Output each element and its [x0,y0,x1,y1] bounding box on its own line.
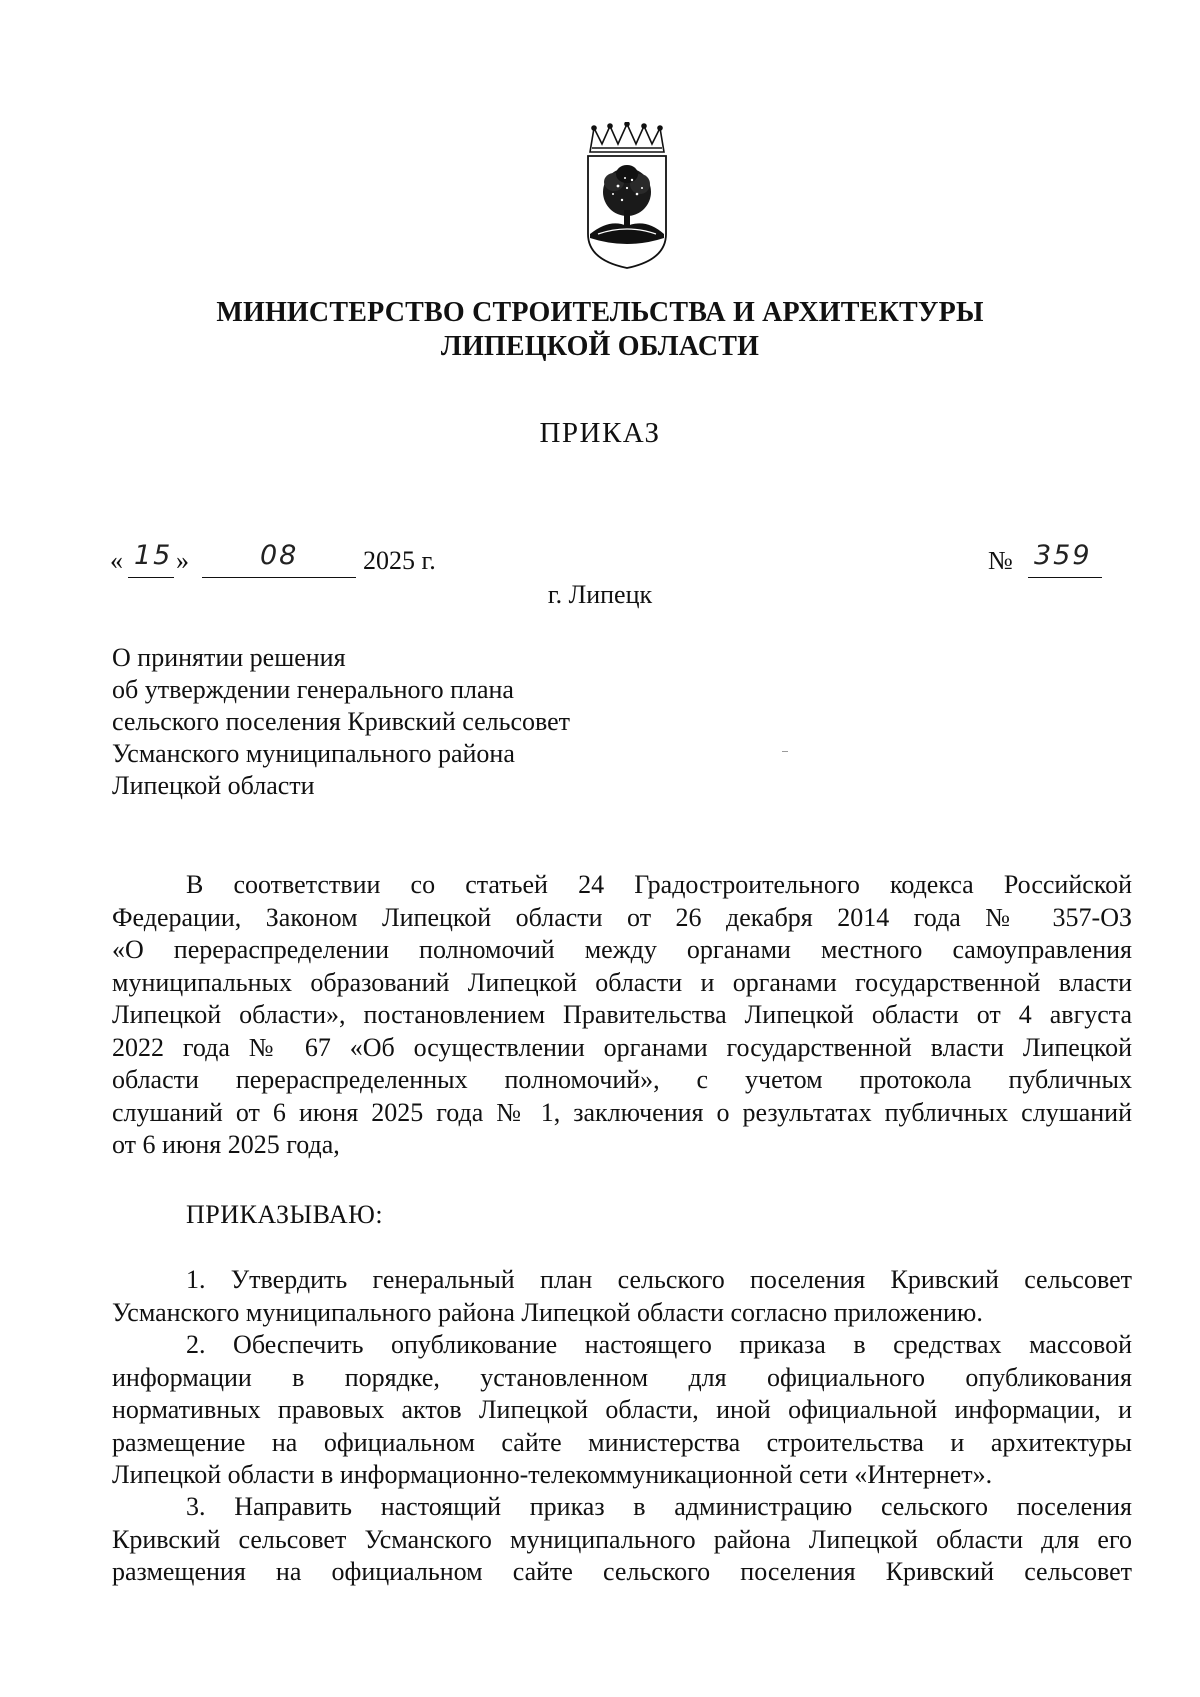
order-directive-word: ПРИКАЗЫВАЮ: [186,1200,384,1229]
number-underline [1028,577,1102,578]
subject-line: сельского поселения Кривский сельсовет [112,707,571,736]
item-line: размещения на официальном сайте сельского поселения Кривский сельсовет [112,1557,1132,1586]
subject-line: Липецкой области [112,771,315,800]
item-line: информации в порядке, установленном для официального опубликования [112,1362,1132,1392]
item-line: размещение на официальном сайте министерства строительства и архитектуры [112,1427,1132,1457]
ministry-name-line-1: МИНИСТЕРСТВО СТРОИТЕЛЬСТВА И АРХИТЕКТУРЫ [216,297,984,328]
day-underline [128,577,174,578]
handwritten-day: 15 [134,540,173,571]
item-line: 1. Утвердить генеральный план сельского поселения Кривский сельсовет [186,1265,1132,1294]
order-item-3 [112,1491,1132,1589]
item-line: 3. Направить настоящий приказ в администрацию сельского поселения [186,1492,1132,1521]
preamble-line: В соответствии со статьей 24 Градостроительного кодекса Российской [186,870,1132,899]
subject-line: об утверждении генерального плана [112,675,514,704]
month-underline [202,577,356,578]
city: г. Липецк [547,580,653,609]
preamble-line: слушаний от 6 июня 2025 года № 1, заключения о результатах публичных слушаний [112,1097,1132,1127]
scan-artifact [782,751,788,752]
preamble-line: муниципальных образований Липецкой области и органами государственной власти [112,967,1132,997]
preamble-line: «О перераспределении полномочий между органами местного самоуправления [112,935,1132,964]
preamble-line: Липецкой области», постановлением Правительства Липецкой области от 4 августа [112,1000,1132,1029]
preamble-paragraph [112,869,1132,1162]
item-line: нормативных правовых актов Липецкой области, иной официальной информации, и [112,1395,1132,1424]
handwritten-month: 08 [260,540,299,571]
item-line: Кривский сельсовет Усманского муниципального района Липецкой области для его [112,1524,1132,1554]
preamble-line: Федерации, Законом Липецкой области от 26 декабря 2014 года № 357-ОЗ [112,902,1132,932]
handwritten-order-number: 359 [1034,540,1092,571]
subject-line: О принятии решения [112,643,346,672]
item-line: Липецкой области в информационно-телекоммуникационной сети «Интернет». [112,1460,993,1489]
preamble-line: 2022 года № 67 «Об осуществлении органами государственной власти Липецкой [112,1032,1132,1062]
subject-line: Усманского муниципального района [112,739,515,768]
preamble-line: от 6 июня 2025 года, [112,1130,340,1159]
lipetsk-coat-of-arms-icon [580,122,674,270]
order-subject [112,642,570,802]
item-line: 2. Обеспечить опубликование настоящего приказа в средствах массовой [186,1330,1132,1359]
document-type-title: ПРИКАЗ [539,417,661,449]
number-sign: № [988,546,1013,575]
ministry-name-line-2: ЛИПЕЦКОЙ ОБЛАСТИ [440,331,760,362]
order-item-2 [112,1329,1132,1492]
preamble-line: области перераспределенных полномочий», с учетом протокола публичных [112,1065,1132,1094]
date-open-quote: « [110,546,123,575]
date-close-quote: » [176,546,189,575]
crown-icon [590,122,664,152]
date-year: 2025 г. [363,546,436,575]
item-line: Усманского муниципального района Липецкой области согласно приложению. [112,1297,983,1327]
order-item-1 [112,1264,1132,1329]
